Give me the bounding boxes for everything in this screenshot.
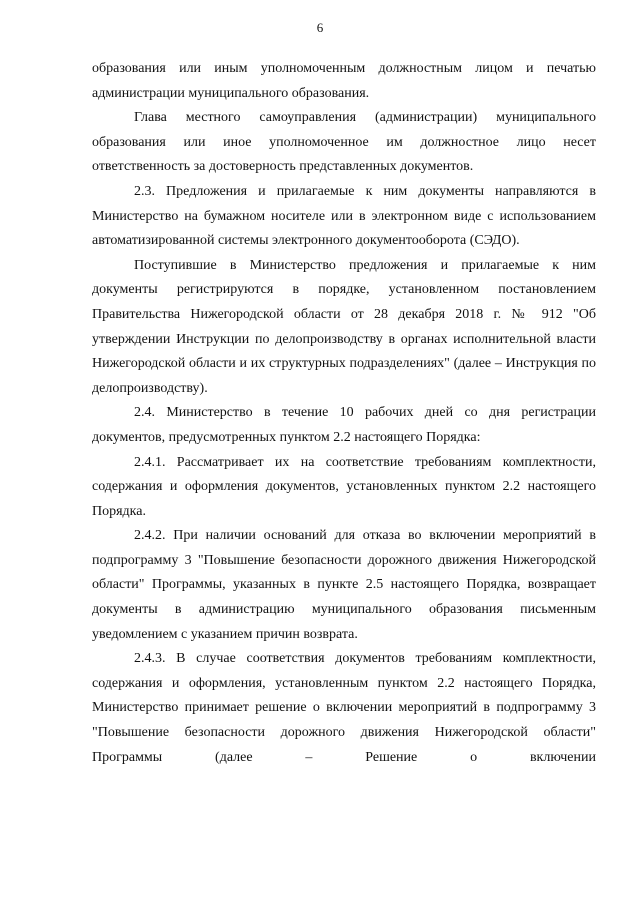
paragraph-registration: Поступившие в Министерство предложения и прилагаемые к ним документы регистрируются в порядке, установленном постановлением Правительства Нижегородской области от 28 декабря 2018 г. № 912 "Об утверждении Инструкции по делопроизводству в органах исполнительной власти Нижегородской области и их структурных подразделениях" (далее – Инструкция по делопроизводству). xyxy=(92,257,596,396)
paragraph-continuation: образования или иным уполномоченным должностным лицом и печатью администрации муниципального образования. xyxy=(92,61,596,101)
paragraph-2-4: 2.4. Министерство в течение 10 рабочих дней со дня регистрации документов, предусмотренных пунктом 2.2 настоящего Порядка: xyxy=(92,405,596,445)
paragraph-2-4-3: 2.4.3. В случае соответствия документов требованиям комплектности, содержания и оформления, установленным пунктом 2.2 настоящего Порядка, Министерство принимает решение о включении мероприятий в подпрограмму 3 "Повышение безопасности дорожного движения Нижегородской области" Программы (далее – Решение о включении xyxy=(92,651,596,765)
document-body xyxy=(92,57,596,770)
page-number: 6 xyxy=(316,20,324,35)
paragraph-2-4-1: 2.4.1. Рассматривает их на соответствие требованиям комплектности, содержания и оформления документов, установленных пунктом 2.2 настоящего Порядка. xyxy=(92,454,596,519)
paragraph-responsibility: Глава местного самоуправления (администрации) муниципального образования или иное уполномоченное им должностное лицо несет ответственность за достоверность представленных документов. xyxy=(92,110,596,175)
paragraph-2-4-2: 2.4.2. При наличии оснований для отказа во включении мероприятий в подпрограмму 3 "Повышение безопасности дорожного движения Нижегородской области" Программы, указанных в пункте 2.5 настоящего Порядка, возвращает документы в администрацию муниципального образования письменным уведомлением с указанием причин возврата. xyxy=(92,528,596,642)
paragraph-2-3: 2.3. Предложения и прилагаемые к ним документы направляются в Министерство на бумажном носителе или в электронном виде с использованием автоматизированной системы электронного документооборота (СЭДО). xyxy=(92,183,596,249)
